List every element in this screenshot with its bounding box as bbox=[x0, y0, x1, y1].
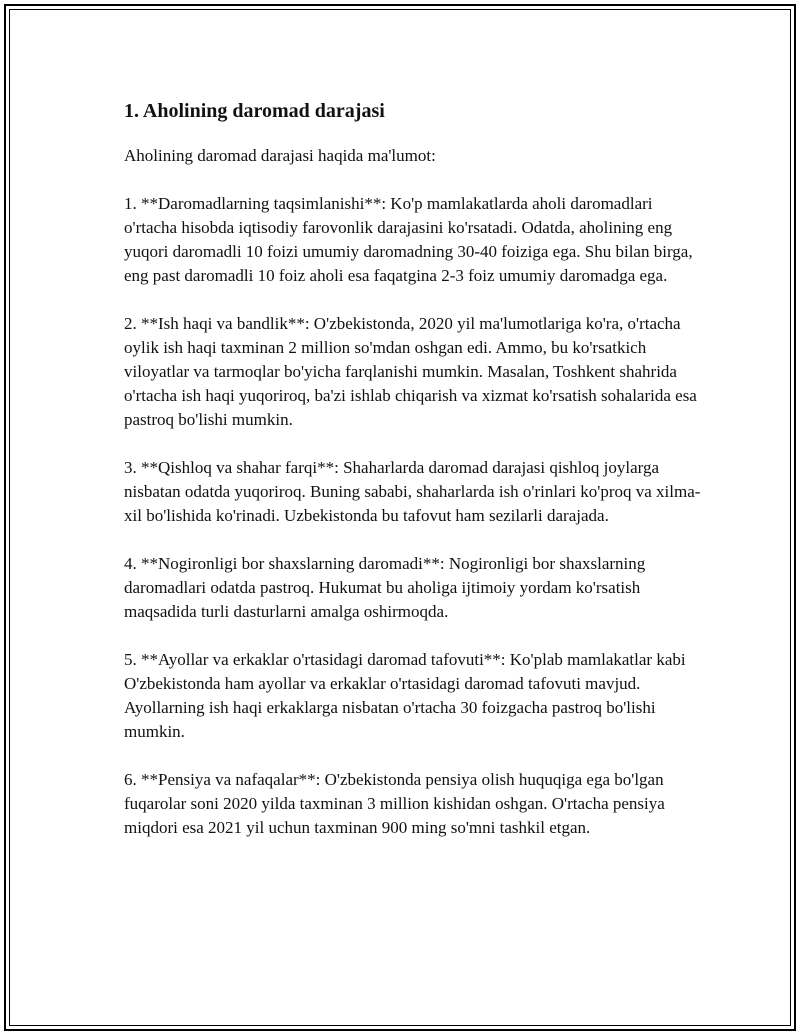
document-title: 1. Aholining daromad darajasi bbox=[124, 100, 385, 122]
section-gender-gap: 5. **Ayollar va erkaklar o'rtasidagi daromad tafovuti**: Ko'plab mamlakatlar kabi O'zbekistonda ham ayollar va erkaklar o'rtasidagi daromad tafovuti mavjud. Ayollarning ish haqi erkaklarga nisbatan o'rtacha 30 foizgacha pastroq bo'lishi mumkin. bbox=[124, 650, 686, 741]
section-disability-income: 4. **Nogironligi bor shaxslarning daromadi**: Nogironligi bor shaxslarning daromadlari odatda pastroq. Hukumat bu aholiga ijtimoiy yordam ko'rsatish maqsadida turli dasturlarni amalga oshirmoqda. bbox=[124, 554, 646, 621]
section-income-distribution: 1. **Daromadlarning taqsimlanishi**: Ko'p mamlakatlarda aholi daromadlari o'rtacha hisobda iqtisodiy farovonlik darajasini ko'rsatadi. Odatda, aholining eng yuqori daromadli 10 foizi umumiy daromadning 30-40 foiziga ega. Shu bilan birga, eng past daromadli 10 foiz aholi esa faqatgina 2-3 foiz umumiy daromadga ega. bbox=[124, 194, 693, 285]
section-pensions: 6. **Pensiya va nafaqalar**: O'zbekistonda pensiya olish huquqiga ega bo'lgan fuqarolar soni 2020 yilda taxminan 3 million kishidan oshgan. O'rtacha pensiya miqdori esa 2021 yil uchun taxminan 900 ming so'mni tashkil etgan. bbox=[124, 770, 665, 837]
section-wages-employment: 2. **Ish haqi va bandlik**: O'zbekistonda, 2020 yil ma'lumotlariga ko'ra, o'rtacha oylik ish haqi taxminan 2 million so'mdan oshgan edi. Ammo, bu ko'rsatkich viloyatlar va tarmoqlar bo'yicha farqlanishi mumkin. Masalan, Toshkent shahrida o'rtacha ish haqi yuqoriroq, ba'zi ishlab chiqarish va xizmat ko'rsatish sohalarida esa pastroq bo'lishi mumkin. bbox=[124, 314, 697, 429]
section-rural-urban: 3. **Qishloq va shahar farqi**: Shaharlarda daromad darajasi qishloq joylarga nisbatan odatda yuqoriroq. Buning sababi, shaharlarda ish o'rinlari ko'proq va xilma-xil bo'lishida ko'rinadi. Uzbekistonda bu tafovut ham sezilarli darajada. bbox=[124, 458, 701, 525]
page-frame bbox=[4, 4, 796, 1031]
document-body bbox=[124, 98, 704, 864]
document-intro: Aholining daromad darajasi haqida ma'lumot: bbox=[124, 146, 436, 165]
